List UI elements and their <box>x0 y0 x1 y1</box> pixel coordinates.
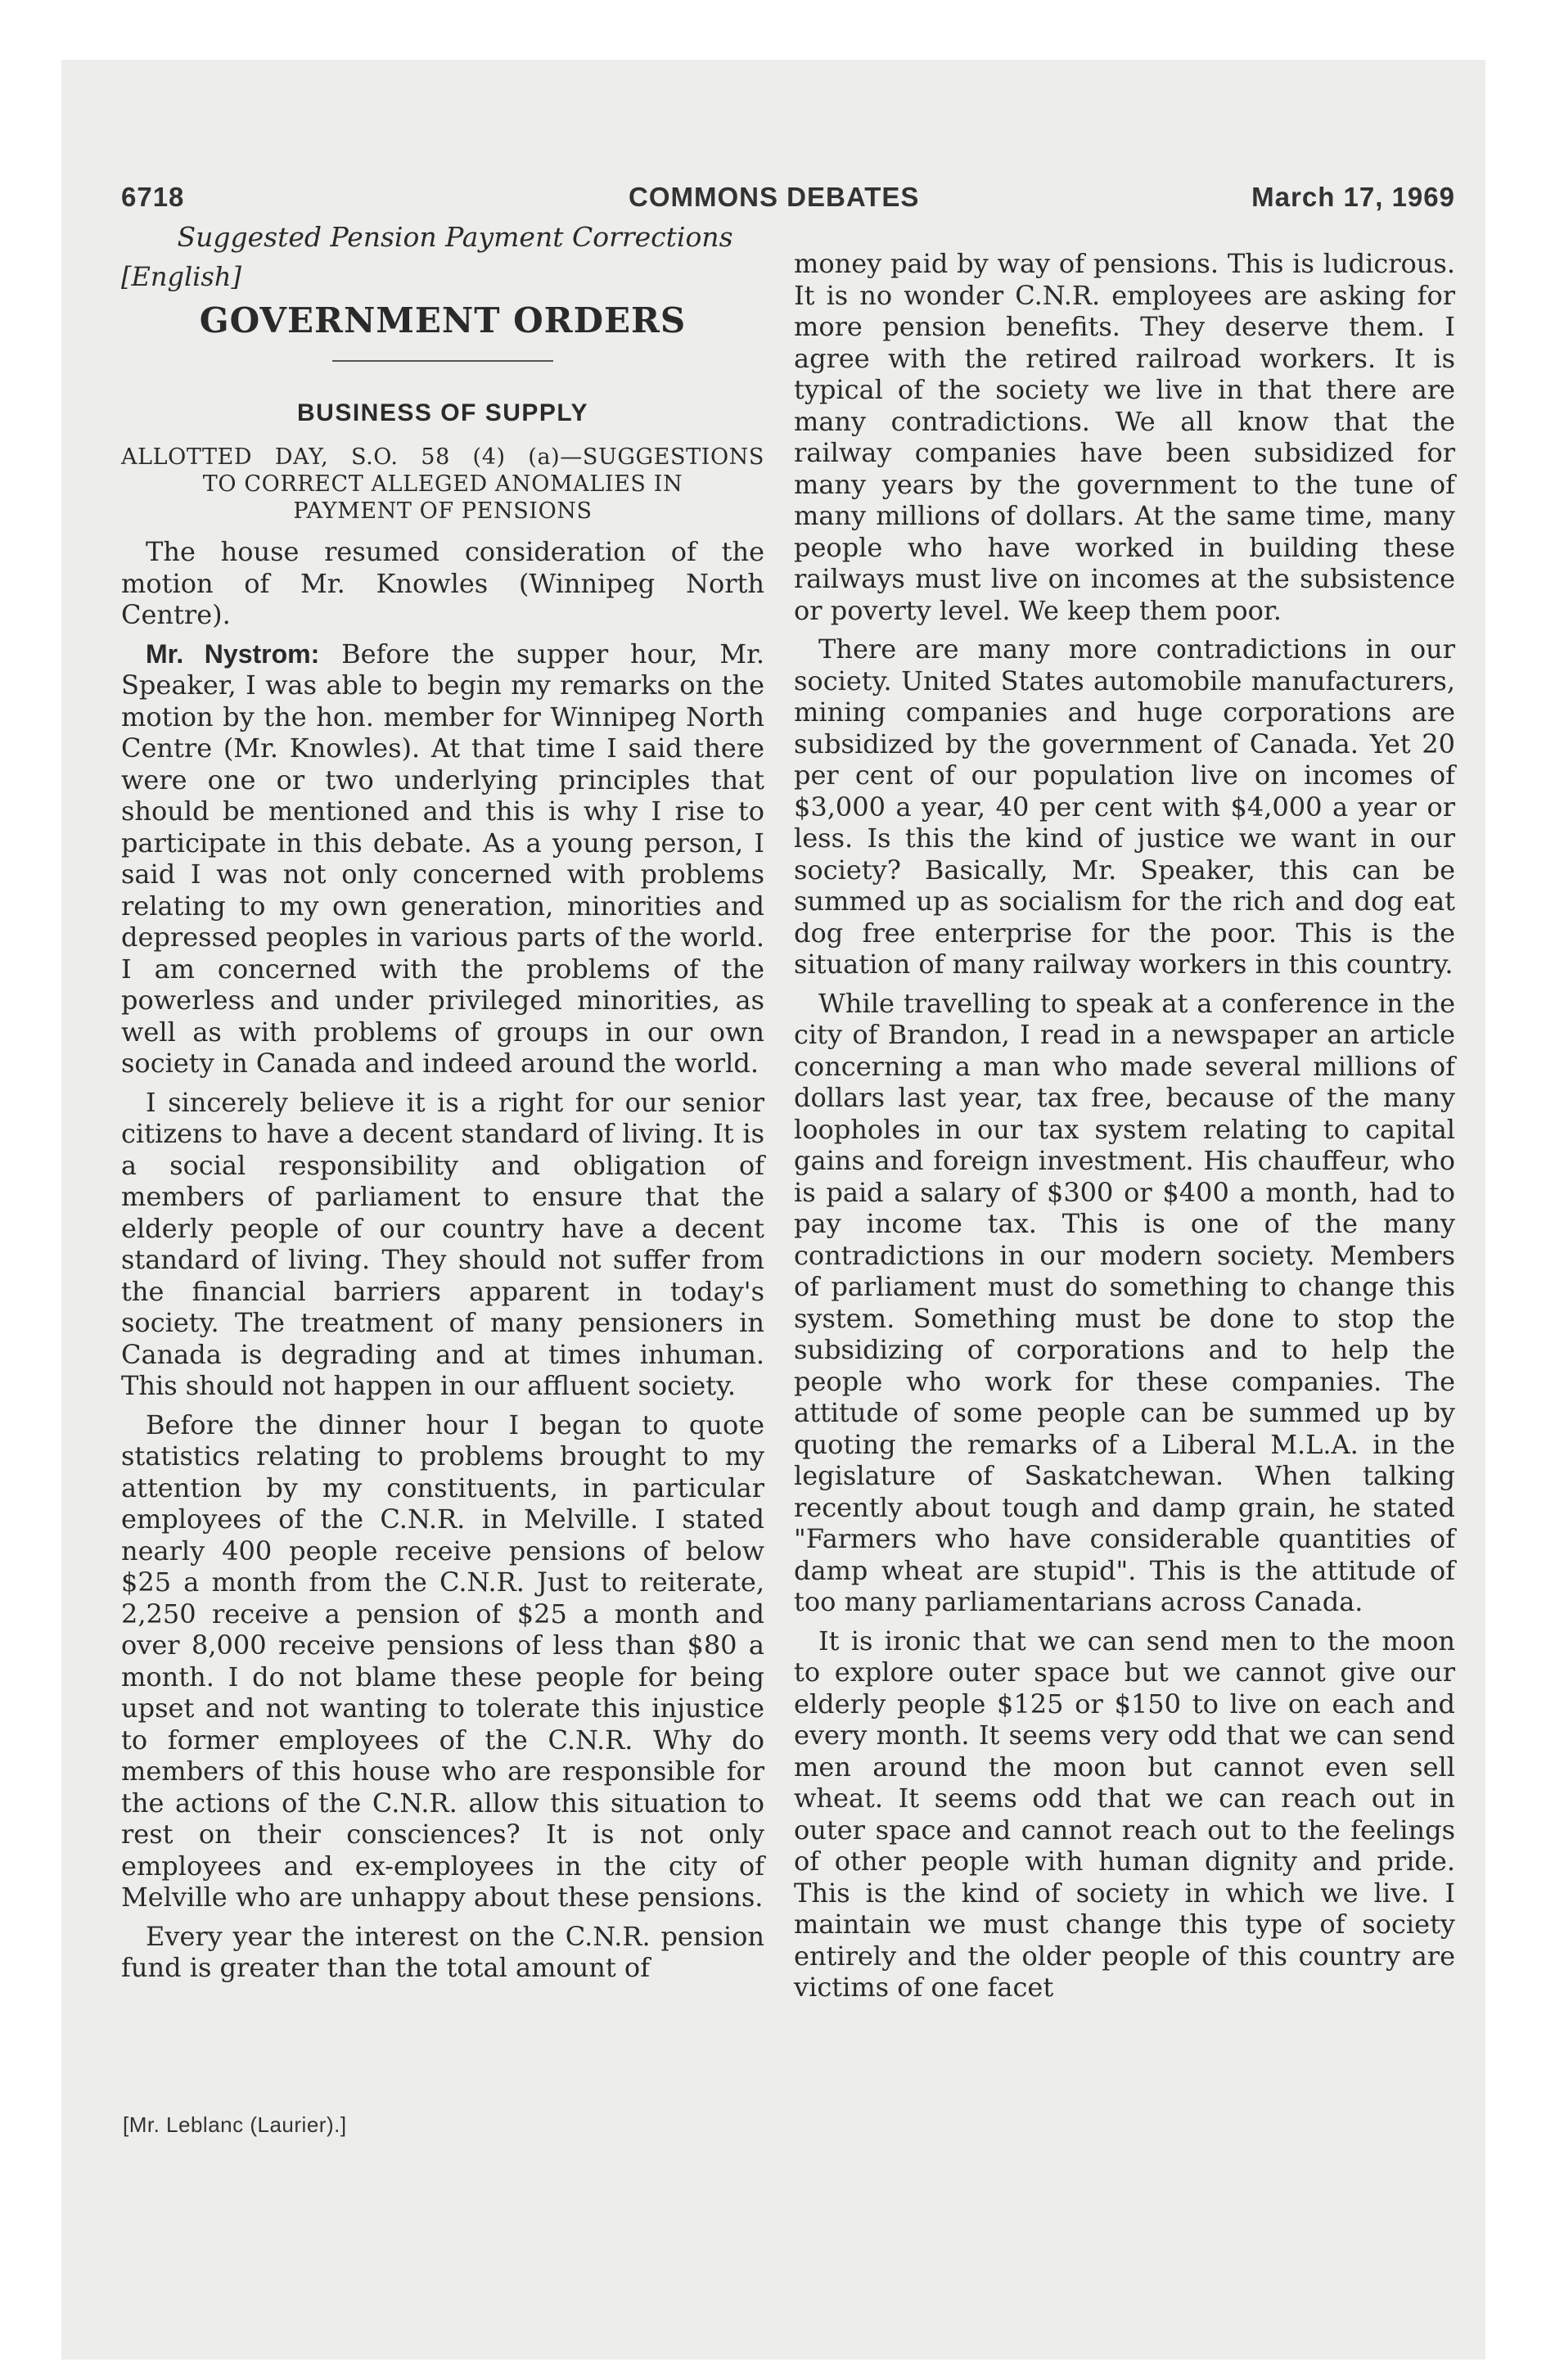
page-number: 6718 <box>121 182 185 212</box>
language-tag: [English] <box>121 261 241 292</box>
motion-heading-line3: PAYMENT OF PENSIONS <box>293 498 593 524</box>
paragraph: Every year the interest on the C.N.R. pension fund is greater than the total amount of <box>121 1920 764 1983</box>
right-column <box>794 248 1455 2011</box>
paragraph: The house resumed consideration of the motion of Mr. Knowles (Winnipeg North Centre). <box>121 536 764 630</box>
issue-date: March 17, 1969 <box>1251 182 1455 212</box>
page-header <box>121 182 1455 218</box>
journal-title: COMMONS DEBATES <box>629 182 920 212</box>
paragraph: While travelling to speak at a conference in the city of Brandon, I read in a newspaper an article concerning a man who made several millions of dollars last year, tax free, because of the many loopholes in our tax system relating to capital gains and foreign investment. His chauffeur, who is paid a salary of $300 or $400 a month, had to pay income tax. This is one of the many contradictions in our modern society. Members of parliament must do something to change this system. Something must be done to stop the subsidizing of corporations and to help the people who work for these companies. The attitude of some people can be summed up by quoting the remarks of a Liberal M.L.A. in the legislature of Saskatchewan. When talking recently about tough and damp grain, he stated "Farmers who have considerable quantities of damp wheat are stupid". This is the attitude of too many parliamentarians across Canada. <box>794 987 1455 1617</box>
motion-heading-line1: ALLOTTED DAY, S.O. 58 (4) (a)—SUGGESTIONS <box>121 444 764 470</box>
running-subhead: Suggested Pension Payment Corrections <box>177 221 733 253</box>
paragraph: There are many more contradictions in our society. United States automobile manufacturers, mining companies and huge corporations are subsidized by the government of Canada. Yet 20 per cent of our population live on incomes of $3,000 a year, 40 per cent with $4,000 a year or less. Is this the kind of justice we want in our society? Basically, Mr. Speaker, this can be summed up as socialism for the rich and dog eat dog free enterprise for the poor. This is the situation of many railway workers in this country. <box>794 633 1455 980</box>
motion-heading-line2: TO CORRECT ALLEGED ANOMALIES IN <box>202 471 683 497</box>
speech-text: Before the supper hour, Mr. Speaker, I was able to begin my remarks on the motion by the hon. member for Winnipeg North Centre (Mr. Knowles). At that time I said there were one or two underlying principles that should be mentioned and this is why I rise to participate in this debate. As a young person, I said I was not only concerned with problems relating to my own generation, minorities and depressed peoples in various parts of the world. I am concerned with the problems of the powerless and under privileged minorities, as well as with problems of groups in our own society in Canada and indeed around the world. <box>121 638 765 1079</box>
business-heading: BUSINESS OF SUPPLY <box>297 399 588 426</box>
paragraph: It is ironic that we can send men to the moon to explore outer space but we cannot give our elderly people $125 or $150 to live on each and every month. It seems very odd that we can send men around the moon but cannot even sell wheat. It seems odd that we can reach out in outer space and cannot reach out to the feelings of other people with human dignity and pride. This is the kind of society in which we live. I maintain we must change this type of society entirely and the older people of this country are victims of one facet <box>794 1625 1455 2003</box>
speech-paragraph <box>121 638 764 1080</box>
speaker-name: Mr. Nystrom: <box>146 638 320 669</box>
left-column <box>121 221 764 1991</box>
section-divider <box>332 360 553 362</box>
motion-heading <box>121 444 764 525</box>
paragraph: I sincerely believe it is a right for our senior citizens to have a decent standard of living. It is a social responsibility and obligation of members of parliament to ensure that the elderly people of our country have a decent standard of living. They should not suffer from the financial barriers apparent in today's society. The treatment of many pensioners in Canada is degrading and at times inhuman. This should not happen in our affluent society. <box>121 1086 764 1401</box>
paragraph: Before the dinner hour I began to quote statistics relating to problems brought to my attention by my constituents, in particular employees of the C.N.R. in Melville. I stated nearly 400 people receive pensions of below $25 a month from the C.N.R. Just to reiterate, 2,250 receive a pension of $25 a month and over 8,000 receive pensions of less than $80 a month. I do not blame these people for being upset and not wanting to tolerate this injustice to former employees of the C.N.R. Why do members of this house who are responsible for the actions of the C.N.R. allow this situation to rest on their consciences? It is not only employees and ex-employees in the city of Melville who are unhappy about these pensions. <box>121 1409 764 1913</box>
speaker-footer: [Mr. Leblanc (Laurier).] <box>123 2112 347 2137</box>
paragraph: money paid by way of pensions. This is ludicrous. It is no wonder C.N.R. employees are asking for more pension benefits. They deserve them. I agree with the retired railroad workers. It is typical of the society we live in that there are many contradictions. We all know that the railway companies have been subsidized for many years by the government to the tune of many millions of dollars. At the same time, many people who have worked in building these railways must live on incomes at the subsistence or poverty level. We keep them poor. <box>794 248 1455 626</box>
section-title: GOVERNMENT ORDERS <box>199 300 687 340</box>
